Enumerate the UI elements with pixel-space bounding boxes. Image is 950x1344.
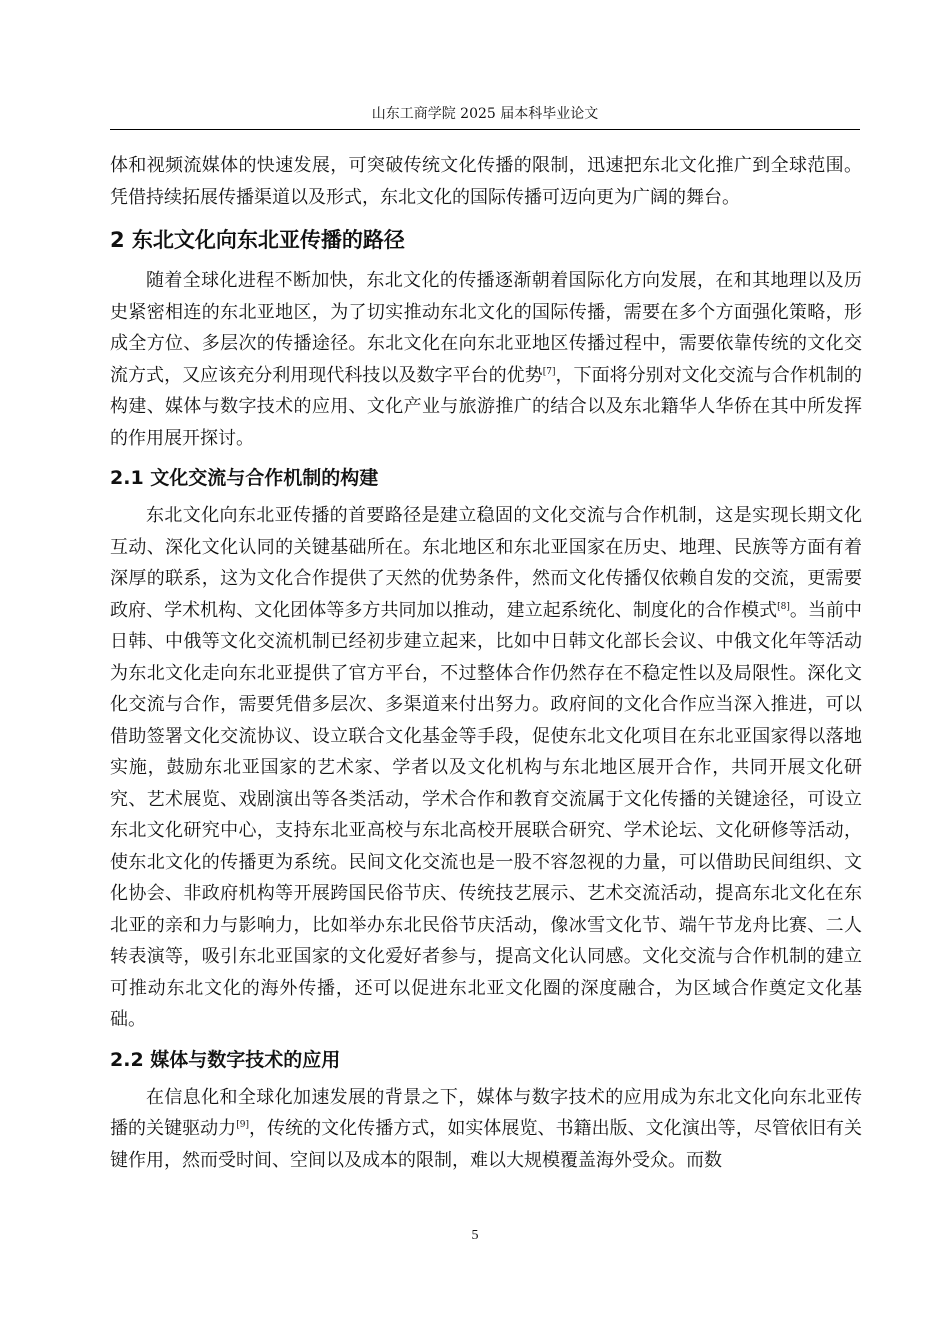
citation-7: [7] [542, 366, 556, 377]
section-heading-2: 2 东北文化向东北亚传播的路径 [110, 228, 405, 252]
text-run: 东北文化向东北亚传播的首要路径是建立稳固的文化交流与合作机制，这是实现长期文化互动、深化文化认同的关键基础所在。东北地区和东北亚国家在历史、地理、民族等方面有着深厚的联系，这为文化合作提供了天然的优势条件，然而文化传播仅依赖自发的交流，更需要政府、学术机构、文化团体等多方共同加以推动，建立起系统化、制度化的合作模式 [110, 505, 862, 621]
paragraph-section-2-2 [110, 1082, 862, 1177]
subsection-heading-2-2: 2.2 媒体与数字技术的应用 [110, 1048, 341, 1071]
text-run: 在信息化和全球化加速发展的背景之下，媒体与数字技术的应用成为东北文化向东北亚传播的关键驱动力 [110, 1086, 862, 1139]
text-run: ，传统的文化传播方式，如实体展览、书籍出版、文化演出等，尽管依旧有关键作用，然而受时间、空间以及成本的限制，难以大规模覆盖海外受众。而数 [110, 1118, 863, 1171]
running-header: 山东工商学院 2025 届本科毕业论文 [371, 106, 599, 122]
subsection-heading-2-1: 2.1 文化交流与合作机制的构建 [110, 467, 379, 489]
citation-8: [8] [777, 601, 790, 612]
text-run: 随着全球化进程不断加快，东北文化的传播逐渐朝着国际化方向发展，在和其地理以及历史紧密相连的东北亚地区，为了切实推动东北文化的国际传播，需要在多个方面强化策略，形成全方位、多层次的传播途径。东北文化在向东北亚地区传播过程中，需要依靠传统的文化交流方式，又应该充分利用现代科技以及数字平台的优势 [110, 270, 862, 386]
header-rule [110, 129, 860, 130]
paragraph-section-2-1 [110, 500, 862, 1036]
text-run: ，下面将分别对文化交流与合作机制的构建、媒体与数字技术的应用、文化产业与旅游推广的结合以及东北籍华人华侨在其中所发挥的作用展开探讨。 [110, 364, 863, 449]
page-number: 5 [471, 1228, 479, 1243]
paragraph-continued: 体和视频流媒体的快速发展，可突破传统文化传播的限制，迅速把东北文化推广到全球范围。凭借持续拓展传播渠道以及形式，东北文化的国际传播可迈向更为广阔的舞台。 [110, 155, 862, 208]
page-body [110, 150, 862, 1176]
paragraph-section-2-intro [110, 265, 862, 454]
text-run: 。当前中日韩、中俄等文化交流机制已经初步建立起来，比如中日韩文化部长会议、中俄文化年等活动为东北文化走向东北亚提供了官方平台，不过整体合作仍然存在不稳定性以及局限性。深化文化交流与合作，需要凭借多层次、多渠道来付出努力。政府间的文化合作应当深入推进，可以借助签署文化交流协议、设立联合文化基金等手段，促使东北文化项目在东北亚国家得以落地实施，鼓励东北亚国家的艺术家、学者以及文化机构与东北地区展开合作，共同开展文化研究、艺术展览、戏剧演出等各类活动，学术合作和教育交流属于文化传播的关键途径，可设立东北文化研究中心，支持东北亚高校与东北高校开展联合研究、学术论坛、文化研修等活动，使东北文化的传播更为系统。民间文化交流也是一股不容忽视的力量，可以借助民间组织、文化协会、非政府机构等开展跨国民俗节庆、传统技艺展示、艺术交流活动，提高东北文化在东北亚的亲和力与影响力，比如举办东北民俗节庆活动，像冰雪文化节、端午节龙舟比赛、二人转表演等，吸引东北亚国家的文化爱好者参与，提高文化认同感。文化交流与合作机制的建立可推动东北文化的海外传播，还可以促进东北亚文化圈的深度融合，为区域合作奠定文化基础。 [110, 599, 862, 1030]
citation-9: [9] [236, 1120, 249, 1130]
